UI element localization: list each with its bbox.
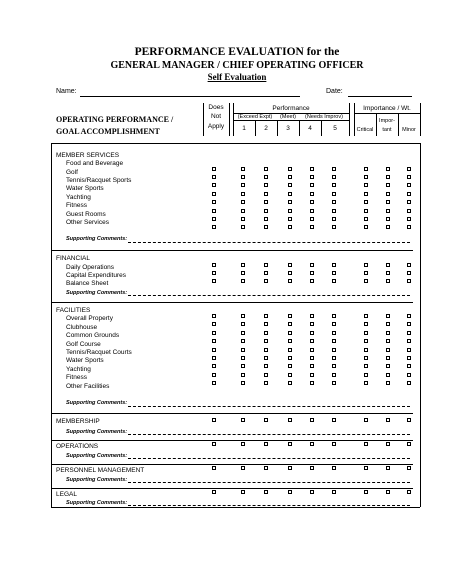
item-label: Common Grounds bbox=[66, 332, 120, 339]
rating-checkbox[interactable] bbox=[264, 225, 268, 229]
rating-checkbox[interactable] bbox=[364, 356, 368, 360]
exceed-header: (Exceed Expt) bbox=[237, 114, 273, 120]
rating-checkbox[interactable] bbox=[241, 271, 245, 275]
rating-checkbox[interactable] bbox=[332, 183, 336, 187]
supporting-comments-label: Supporting Comments: bbox=[66, 477, 128, 483]
rating-checkbox[interactable] bbox=[212, 348, 216, 352]
rating-checkbox[interactable] bbox=[212, 192, 216, 196]
rating-checkbox[interactable] bbox=[264, 381, 268, 385]
rating-checkbox[interactable] bbox=[364, 339, 368, 343]
section-title: OPERATIONS bbox=[56, 443, 99, 450]
item-label: Golf Course bbox=[66, 341, 101, 348]
rating-checkbox[interactable] bbox=[386, 183, 390, 187]
item-label: Tennis/Racquet Sports bbox=[66, 177, 132, 184]
rating-checkbox[interactable] bbox=[212, 339, 216, 343]
rating-checkbox[interactable] bbox=[386, 225, 390, 229]
item-label: Water Sports bbox=[66, 357, 104, 364]
rating-checkbox[interactable] bbox=[386, 381, 390, 385]
item-label: Capital Expenditures bbox=[66, 272, 126, 279]
rating-checkbox[interactable] bbox=[212, 183, 216, 187]
rating-checkbox[interactable] bbox=[264, 209, 268, 213]
rating-checkbox[interactable] bbox=[264, 442, 268, 446]
rating-checkbox[interactable] bbox=[288, 364, 292, 368]
supporting-comments-label: Supporting Comments: bbox=[66, 290, 128, 296]
rating-checkbox[interactable] bbox=[364, 175, 368, 179]
performance-header: Performance bbox=[272, 105, 310, 112]
rating-checkbox[interactable] bbox=[264, 356, 268, 360]
rating-checkbox[interactable] bbox=[386, 217, 390, 221]
rating-checkbox[interactable] bbox=[407, 339, 411, 343]
rating-checkbox[interactable] bbox=[241, 183, 245, 187]
rating-checkbox[interactable] bbox=[332, 217, 336, 221]
rating-checkbox[interactable] bbox=[264, 466, 268, 470]
minor-header: Minor bbox=[402, 127, 416, 133]
rating-checkbox[interactable] bbox=[332, 381, 336, 385]
rating-checkbox[interactable] bbox=[288, 279, 292, 283]
rating-checkbox[interactable] bbox=[288, 209, 292, 213]
rating-checkbox[interactable] bbox=[264, 490, 268, 494]
rating-checkbox[interactable] bbox=[386, 167, 390, 171]
rating-checkbox[interactable] bbox=[212, 175, 216, 179]
rating-checkbox[interactable] bbox=[386, 314, 390, 318]
rating-checkbox[interactable] bbox=[310, 466, 314, 470]
item-label: Fitness bbox=[66, 374, 87, 381]
rating-checkbox[interactable] bbox=[407, 490, 411, 494]
rating-checkbox[interactable] bbox=[332, 167, 336, 171]
rating-checkbox[interactable] bbox=[332, 418, 336, 422]
important-header-line1: Impor- bbox=[379, 118, 395, 124]
rating-checkbox[interactable] bbox=[364, 167, 368, 171]
rating-checkbox[interactable] bbox=[264, 314, 268, 318]
rating-checkbox[interactable] bbox=[332, 466, 336, 470]
rating-checkbox[interactable] bbox=[332, 348, 336, 352]
rating-checkbox[interactable] bbox=[288, 331, 292, 335]
rating-checkbox[interactable] bbox=[407, 271, 411, 275]
rating-checkbox[interactable] bbox=[288, 263, 292, 267]
rating-checkbox[interactable] bbox=[288, 339, 292, 343]
rating-checkbox[interactable] bbox=[212, 373, 216, 377]
rating-checkbox[interactable] bbox=[288, 217, 292, 221]
item-label: Golf bbox=[66, 169, 78, 176]
rating-checkbox[interactable] bbox=[310, 209, 314, 213]
rating-checkbox[interactable] bbox=[241, 364, 245, 368]
rating-checkbox[interactable] bbox=[264, 331, 268, 335]
rating-checkbox[interactable] bbox=[241, 418, 245, 422]
apply-header: Apply bbox=[207, 123, 225, 130]
important-header-line2: tant bbox=[382, 127, 392, 133]
section-title: LEGAL bbox=[56, 491, 77, 498]
item-label: Other Services bbox=[66, 219, 109, 226]
rating-checkbox[interactable] bbox=[241, 225, 245, 229]
rating-checkbox[interactable] bbox=[212, 442, 216, 446]
rating-checkbox[interactable] bbox=[364, 381, 368, 385]
rating-checkbox[interactable] bbox=[212, 167, 216, 171]
rating-checkbox[interactable] bbox=[332, 322, 336, 326]
section-divider bbox=[51, 464, 413, 465]
rating-checkbox[interactable] bbox=[407, 167, 411, 171]
date-field[interactable] bbox=[348, 96, 412, 97]
rating-checkbox[interactable] bbox=[364, 373, 368, 377]
item-label: Fitness bbox=[66, 202, 87, 209]
rating-checkbox[interactable] bbox=[386, 442, 390, 446]
section-title: MEMBERSHIP bbox=[56, 418, 100, 425]
item-label: Other Facilities bbox=[66, 383, 110, 390]
rating-checkbox[interactable] bbox=[386, 339, 390, 343]
comments-line[interactable] bbox=[128, 406, 410, 407]
rating-checkbox[interactable] bbox=[264, 183, 268, 187]
rating-checkbox[interactable] bbox=[364, 466, 368, 470]
rating-checkbox[interactable] bbox=[364, 183, 368, 187]
rating-checkbox[interactable] bbox=[407, 192, 411, 196]
item-label: Water Sports bbox=[66, 185, 104, 192]
supporting-comments-label: Supporting Comments: bbox=[66, 500, 128, 506]
operating-performance-heading bbox=[56, 114, 173, 138]
rating-checkbox[interactable] bbox=[241, 348, 245, 352]
name-field[interactable] bbox=[80, 96, 300, 97]
section-title: MEMBER SERVICES bbox=[56, 152, 120, 159]
rating-checkbox[interactable] bbox=[212, 263, 216, 267]
rating-checkbox[interactable] bbox=[241, 331, 245, 335]
rating-checkbox[interactable] bbox=[386, 209, 390, 213]
supporting-comments-label: Supporting Comments: bbox=[66, 453, 128, 459]
rating-checkbox[interactable] bbox=[241, 263, 245, 267]
rating-checkbox[interactable] bbox=[264, 348, 268, 352]
supporting-comments-label: Supporting Comments: bbox=[66, 429, 128, 435]
op-heading-line2: GOAL ACCOMPLISHMENT bbox=[56, 127, 160, 136]
rating-checkbox[interactable] bbox=[310, 442, 314, 446]
rating-checkbox[interactable] bbox=[264, 339, 268, 343]
rating-checkbox[interactable] bbox=[288, 175, 292, 179]
rating-checkbox[interactable] bbox=[386, 322, 390, 326]
rating-checkbox[interactable] bbox=[407, 175, 411, 179]
rating-checkbox[interactable] bbox=[332, 364, 336, 368]
rating-checkbox[interactable] bbox=[364, 418, 368, 422]
rating-checkbox[interactable] bbox=[386, 373, 390, 377]
rating-4-header: 4 bbox=[308, 125, 312, 132]
rating-checkbox[interactable] bbox=[212, 314, 216, 318]
item-label: Clubhouse bbox=[66, 324, 98, 331]
rating-checkbox[interactable] bbox=[386, 418, 390, 422]
rating-checkbox[interactable] bbox=[212, 418, 216, 422]
rating-checkbox[interactable] bbox=[310, 279, 314, 283]
self-evaluation-label: Self Evaluation bbox=[207, 72, 267, 82]
rating-checkbox[interactable] bbox=[288, 442, 292, 446]
rating-checkbox[interactable] bbox=[386, 271, 390, 275]
rating-checkbox[interactable] bbox=[212, 364, 216, 368]
rating-checkbox[interactable] bbox=[310, 167, 314, 171]
rating-checkbox[interactable] bbox=[310, 192, 314, 196]
item-label: Balance Sheet bbox=[66, 280, 109, 287]
rating-checkbox[interactable] bbox=[288, 356, 292, 360]
comments-line[interactable] bbox=[128, 434, 410, 435]
rating-checkbox[interactable] bbox=[407, 322, 411, 326]
rating-checkbox[interactable] bbox=[386, 279, 390, 283]
rating-checkbox[interactable] bbox=[364, 314, 368, 318]
rating-checkbox[interactable] bbox=[407, 314, 411, 318]
rating-checkbox[interactable] bbox=[332, 271, 336, 275]
rating-checkbox[interactable] bbox=[310, 271, 314, 275]
rating-checkbox[interactable] bbox=[364, 209, 368, 213]
rating-checkbox[interactable] bbox=[241, 466, 245, 470]
rating-checkbox[interactable] bbox=[310, 217, 314, 221]
rating-checkbox[interactable] bbox=[264, 200, 268, 204]
rating-checkbox[interactable] bbox=[332, 442, 336, 446]
rating-checkbox[interactable] bbox=[364, 225, 368, 229]
rating-checkbox[interactable] bbox=[364, 271, 368, 275]
rating-checkbox[interactable] bbox=[241, 217, 245, 221]
rating-checkbox[interactable] bbox=[364, 331, 368, 335]
rating-checkbox[interactable] bbox=[407, 225, 411, 229]
rating-checkbox[interactable] bbox=[310, 356, 314, 360]
rating-checkbox[interactable] bbox=[310, 348, 314, 352]
rating-checkbox[interactable] bbox=[364, 192, 368, 196]
rating-checkbox[interactable] bbox=[212, 225, 216, 229]
rating-checkbox[interactable] bbox=[310, 200, 314, 204]
critical-header: Critical bbox=[356, 127, 374, 133]
rating-checkbox[interactable] bbox=[288, 490, 292, 494]
rating-checkbox[interactable] bbox=[288, 167, 292, 171]
rating-checkbox[interactable] bbox=[288, 466, 292, 470]
rating-checkbox[interactable] bbox=[264, 271, 268, 275]
rating-checkbox[interactable] bbox=[386, 263, 390, 267]
rating-checkbox[interactable] bbox=[310, 490, 314, 494]
rating-checkbox[interactable] bbox=[288, 225, 292, 229]
rating-checkbox[interactable] bbox=[212, 200, 216, 204]
rating-checkbox[interactable] bbox=[407, 418, 411, 422]
rating-checkbox[interactable] bbox=[241, 373, 245, 377]
rating-checkbox[interactable] bbox=[332, 192, 336, 196]
rating-checkbox[interactable] bbox=[310, 225, 314, 229]
rating-checkbox[interactable] bbox=[212, 279, 216, 283]
rating-checkbox[interactable] bbox=[264, 167, 268, 171]
rating-checkbox[interactable] bbox=[407, 442, 411, 446]
rating-checkbox[interactable] bbox=[310, 314, 314, 318]
rating-checkbox[interactable] bbox=[241, 175, 245, 179]
rating-checkbox[interactable] bbox=[212, 271, 216, 275]
rating-checkbox[interactable] bbox=[212, 331, 216, 335]
rating-checkbox[interactable] bbox=[364, 200, 368, 204]
rating-checkbox[interactable] bbox=[386, 348, 390, 352]
importance-header: Importance / Wt. bbox=[363, 105, 411, 112]
meet-header: (Meet) bbox=[280, 114, 296, 120]
rating-checkbox[interactable] bbox=[264, 364, 268, 368]
rating-1-header: 1 bbox=[242, 125, 246, 132]
rating-checkbox[interactable] bbox=[407, 279, 411, 283]
improv-header: (Needs Improv) bbox=[305, 114, 343, 120]
rating-checkbox[interactable] bbox=[241, 322, 245, 326]
rating-checkbox[interactable] bbox=[332, 314, 336, 318]
rating-checkbox[interactable] bbox=[241, 200, 245, 204]
rating-checkbox[interactable] bbox=[332, 356, 336, 360]
rating-checkbox[interactable] bbox=[407, 373, 411, 377]
rating-checkbox[interactable] bbox=[264, 418, 268, 422]
section-title: FACILITIES bbox=[56, 307, 91, 314]
rating-checkbox[interactable] bbox=[332, 331, 336, 335]
rating-checkbox[interactable] bbox=[241, 167, 245, 171]
rating-checkbox[interactable] bbox=[407, 356, 411, 360]
rating-checkbox[interactable] bbox=[288, 183, 292, 187]
rating-checkbox[interactable] bbox=[332, 263, 336, 267]
rating-checkbox[interactable] bbox=[288, 381, 292, 385]
rating-checkbox[interactable] bbox=[407, 209, 411, 213]
rating-checkbox[interactable] bbox=[212, 466, 216, 470]
form-subtitle: GENERAL MANAGER / CHIEF OPERATING OFFICER bbox=[110, 60, 364, 71]
rating-checkbox[interactable] bbox=[288, 271, 292, 275]
rating-checkbox[interactable] bbox=[332, 373, 336, 377]
op-heading-line1: OPERATING PERFORMANCE / bbox=[56, 115, 174, 124]
rating-checkbox[interactable] bbox=[241, 339, 245, 343]
rating-checkbox[interactable] bbox=[241, 490, 245, 494]
rating-checkbox[interactable] bbox=[241, 442, 245, 446]
rating-checkbox[interactable] bbox=[288, 322, 292, 326]
rating-checkbox[interactable] bbox=[332, 225, 336, 229]
rating-checkbox[interactable] bbox=[212, 322, 216, 326]
rating-checkbox[interactable] bbox=[407, 183, 411, 187]
rating-checkbox[interactable] bbox=[386, 466, 390, 470]
rating-2-header: 2 bbox=[264, 125, 268, 132]
rating-checkbox[interactable] bbox=[332, 175, 336, 179]
section-divider bbox=[51, 488, 413, 489]
does-header: Does bbox=[208, 104, 224, 111]
rating-checkbox[interactable] bbox=[407, 331, 411, 335]
rating-checkbox[interactable] bbox=[241, 356, 245, 360]
rating-checkbox[interactable] bbox=[386, 364, 390, 368]
rating-checkbox[interactable] bbox=[212, 356, 216, 360]
rating-checkbox[interactable] bbox=[332, 279, 336, 283]
rating-checkbox[interactable] bbox=[364, 364, 368, 368]
rating-checkbox[interactable] bbox=[310, 183, 314, 187]
rating-checkbox[interactable] bbox=[310, 418, 314, 422]
rating-checkbox[interactable] bbox=[241, 192, 245, 196]
rating-checkbox[interactable] bbox=[386, 192, 390, 196]
rating-checkbox[interactable] bbox=[364, 217, 368, 221]
rating-checkbox[interactable] bbox=[364, 490, 368, 494]
section-divider bbox=[51, 250, 413, 251]
rating-checkbox[interactable] bbox=[386, 331, 390, 335]
rating-checkbox[interactable] bbox=[288, 192, 292, 196]
item-label: Overall Property bbox=[66, 315, 113, 322]
rating-checkbox[interactable] bbox=[332, 339, 336, 343]
rating-checkbox[interactable] bbox=[386, 356, 390, 360]
section-divider bbox=[51, 302, 413, 303]
rating-checkbox[interactable] bbox=[241, 279, 245, 283]
rating-checkbox[interactable] bbox=[264, 263, 268, 267]
not-header: Not bbox=[210, 113, 222, 120]
rating-checkbox[interactable] bbox=[310, 263, 314, 267]
rating-checkbox[interactable] bbox=[386, 490, 390, 494]
rating-checkbox[interactable] bbox=[264, 373, 268, 377]
rating-checkbox[interactable] bbox=[241, 314, 245, 318]
item-label: Yachting bbox=[66, 194, 91, 201]
section-divider bbox=[51, 413, 413, 414]
rating-checkbox[interactable] bbox=[407, 348, 411, 352]
rating-checkbox[interactable] bbox=[288, 348, 292, 352]
rating-checkbox[interactable] bbox=[288, 373, 292, 377]
rating-checkbox[interactable] bbox=[310, 331, 314, 335]
item-label: Tennis/Racquet Courts bbox=[66, 349, 132, 356]
rating-checkbox[interactable] bbox=[288, 418, 292, 422]
rating-checkbox[interactable] bbox=[310, 373, 314, 377]
comments-line[interactable] bbox=[128, 295, 410, 296]
rating-checkbox[interactable] bbox=[264, 175, 268, 179]
rating-checkbox[interactable] bbox=[332, 200, 336, 204]
rating-checkbox[interactable] bbox=[407, 217, 411, 221]
rating-checkbox[interactable] bbox=[264, 322, 268, 326]
rating-checkbox[interactable] bbox=[407, 200, 411, 204]
rating-checkbox[interactable] bbox=[264, 192, 268, 196]
rating-checkbox[interactable] bbox=[364, 279, 368, 283]
rating-checkbox[interactable] bbox=[310, 322, 314, 326]
rating-checkbox[interactable] bbox=[407, 381, 411, 385]
rating-checkbox[interactable] bbox=[386, 175, 390, 179]
rating-checkbox[interactable] bbox=[407, 364, 411, 368]
rating-checkbox[interactable] bbox=[310, 381, 314, 385]
name-label: Name: bbox=[56, 88, 77, 95]
section-title: PERSONNEL MANAGEMENT bbox=[56, 467, 145, 474]
rating-checkbox[interactable] bbox=[332, 490, 336, 494]
rating-checkbox[interactable] bbox=[264, 279, 268, 283]
item-label: Food and Beverage bbox=[66, 160, 124, 167]
rating-checkbox[interactable] bbox=[386, 200, 390, 204]
rating-checkbox[interactable] bbox=[212, 217, 216, 221]
date-label: Date: bbox=[326, 88, 343, 95]
rating-checkbox[interactable] bbox=[310, 175, 314, 179]
item-label: Daily Operations bbox=[66, 264, 115, 271]
rating-checkbox[interactable] bbox=[241, 381, 245, 385]
rating-checkbox[interactable] bbox=[332, 209, 336, 213]
comments-line[interactable] bbox=[128, 482, 410, 483]
rating-checkbox[interactable] bbox=[212, 381, 216, 385]
rating-checkbox[interactable] bbox=[364, 322, 368, 326]
comments-line[interactable] bbox=[128, 505, 410, 506]
rating-checkbox[interactable] bbox=[212, 209, 216, 213]
rating-checkbox[interactable] bbox=[364, 348, 368, 352]
rating-checkbox[interactable] bbox=[407, 466, 411, 470]
form-title: PERFORMANCE EVALUATION for the bbox=[134, 46, 340, 58]
supporting-comments-label: Supporting Comments: bbox=[66, 236, 128, 242]
comments-line[interactable] bbox=[128, 242, 410, 243]
rating-checkbox[interactable] bbox=[364, 442, 368, 446]
item-label: Guest Rooms bbox=[66, 211, 106, 218]
rating-checkbox[interactable] bbox=[310, 339, 314, 343]
supporting-comments-label: Supporting Comments: bbox=[66, 400, 128, 406]
rating-checkbox[interactable] bbox=[212, 490, 216, 494]
rating-checkbox[interactable] bbox=[288, 314, 292, 318]
section-divider bbox=[51, 440, 413, 441]
item-label: Yachting bbox=[66, 366, 91, 373]
rating-checkbox[interactable] bbox=[288, 200, 292, 204]
rating-checkbox[interactable] bbox=[264, 217, 268, 221]
comments-line[interactable] bbox=[128, 458, 410, 459]
rating-checkbox[interactable] bbox=[407, 263, 411, 267]
rating-checkbox[interactable] bbox=[241, 209, 245, 213]
section-title: FINANCIAL bbox=[56, 255, 90, 262]
rating-5-header: 5 bbox=[333, 125, 337, 132]
rating-checkbox[interactable] bbox=[310, 364, 314, 368]
rating-3-header: 3 bbox=[286, 125, 290, 132]
rating-checkbox[interactable] bbox=[364, 263, 368, 267]
